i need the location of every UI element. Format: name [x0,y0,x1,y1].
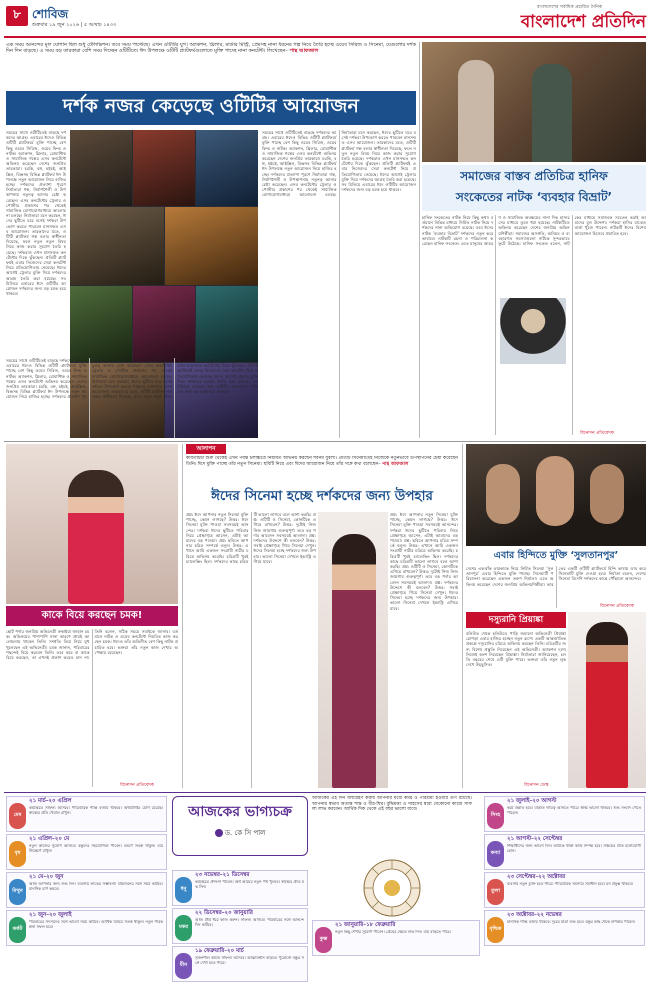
zodiac-sign-icon: কর্কট [9,917,26,943]
interview-headline: ঈদের সিনেমা হচ্ছে দর্শকদের জন্য উপহার [211,488,433,504]
hanif-sanket-portrait [498,296,568,366]
teaser-author: পান্থ আফজাল [382,461,409,467]
zodiac-dates: ২১ মে–২০ জুন [29,874,64,880]
zodiac-sign-icon: সিংহ [487,803,504,829]
teaser-label: আলাপন [186,444,226,454]
bubly-photo [318,512,388,788]
zodiac-dates: ২৩ সেপ্টেম্বর–২২ অক্টোবর [507,874,566,880]
zodiac-box [484,872,645,908]
zodiac-box [172,908,308,944]
divider-horoscope [4,792,646,793]
chomok-headline-banner [6,606,178,626]
zodiac-dates: ২১ এপ্রিল–২০ মে [29,836,70,842]
drama-photo [422,42,646,162]
zodiac-sign-icon: মকর [175,915,192,941]
chomok-photo [6,444,178,604]
interview-body-left: প্রশ্ন: ঈদে আপনার নতুন সিনেমা মুক্তি পাচ্ছে, কেমন লাগছে? উত্তর: ঈদে সিনেমা মুক্তি পাওয়া সবসময়ই আনন্দের। দর্শকরা ঈদের ছুটিতে পরিবার নিয়ে প্রেক্ষাগৃহে আসেন, এটাই আমাদের বড় পাওয়া। প্রশ্ন: ছবিতে আপনার চরিত্র সম্পর্কে বলুন। উত্তর: এখানে আমি একজন সংগ্রামী নারীর চরিত্রে অভিনয় করেছি। চরিত্রটি খুবই চ্যালেঞ্জিং ছিল। দর্শকদের কাছে চরিত্রটি ভালো লাগবে বলে আশা করছি। প্রশ্ন: ওটিটি ও সিনেমা, কোনটিকে এগিয়ে রাখবেন? উত্তর: দুটোই নিজ নিজ জায়গায় গুরুত্বপূর্ণ। তবে বড় পর্দার আবেদন সবসময়ই আলাদা। প্রশ্ন: দর্শকদের উদ্দেশে কী বলবেন? উত্তর: সবাই প্রেক্ষাগৃহে গিয়ে সিনেমা দেখুন। ঈদের সিনেমা হচ্ছে দর্শকদের জন্য উপহার। ভালো সিনেমা দেখলে ইন্ডাস্ট্রি এগিয়ে যাবে। [186,512,316,564]
priyanka-headline-banner [466,612,566,628]
priyanka-figure [586,622,628,788]
horoscope-intro: আজকের এই দিন জন্মগ্রহণ করায় আপনার মধ্যে কর্মঠ ও পরিশ্রমী হওয়ার গুণ রয়েছে। আপনার স্বভাব অত্যন্ত শান্ত ও ধীর-স্থির। বুদ্ধিমত্তা ও সাহসের দ্বারা যেকোনো কাজে সাফল্য লাভ করবেন। আর্থিক দিক থেকে এই বছর ভালো যাবে। [312,796,472,813]
divider-vertical-right [462,444,463,788]
priyanka-headline: দস্যুরানি প্রিয়াঙ্কা [488,615,544,625]
zodiac-text: আজ ধৈর্য ধরে কাজ করুন। সাফল্য আসবে। পরিবারের সঙ্গে আনন্দে দিন কাটবে। [195,918,304,927]
zodiac-dates: ২৩ অক্টোবর–২২ নভেম্বর [507,912,562,918]
chomok-headline: কাকে বিয়ে করছেন চমক! [41,609,143,621]
intro-author: পান্থ আফজাল [289,48,319,54]
zodiac-box [6,910,167,946]
chomok-figure [68,470,124,604]
drama-body: হানিফ সংকেতের নাটক নিয়ে কিছু কথা। বর্তমানে বিভিন্ন মাধ্যমে নির্মিত নাটক নিয়ে দর্শকদের নানা অভিযোগ রয়েছে। তবে ঈদের নাটক ‘ব্যবহার বিভ্রাট’ দর্শকদের নতুন করে ভাবাবে। নাটকটি রচনা ও পরিচালনা করেছেন হানিফ সংকেত। এতে মানুষের আচরণ ও সামাজিক অবক্ষয়ের নানা দিক হাস্যরসের মাধ্যমে তুলে ধরা হয়েছে। নাটকটিতে অভিনয় করেছেন দেশের জনপ্রিয় অভিনয়শিল্পীরা। সমাজের অসঙ্গতি, অনিয়ম ও ব্যবহারগত সমস্যাগুলো নাটকে সুন্দরভাবে ফুটে উঠেছে। হানিফ সংকেত বলেন, নাটকের মাধ্যমে সমাজকে সচেতন করাই আমাদের মূল উদ্দেশ্য। দর্শকরা হাসির মাঝেও বার্তা খুঁজে পাবেন। নাটকটি ঈদের বিশেষ আয়োজন হিসেবে প্রচারিত হবে। [422,215,646,247]
zodiac-text: আজ আপনার জন্য শুভ দিন। ব্যবসায় লাভের সম্ভাবনা। প্রিয়জনের সঙ্গে সময় কাটবে। মানসিক চাপ কমবে। [29,882,163,891]
drama-headline-line-1: সমাজের বাস্তব প্রতিচিত্র হানিফ [460,169,608,183]
masthead [478,4,646,34]
zodiac-box [6,872,167,908]
teaser-text: কবিতাচর্চা শুরু থেকেই এখন পর্যন্ত চলচ্চিত্রে নিয়মিত অভিনয় করছেন শবনম বুবলী। প্রতিটি সিনেমাতেই নিজেকে নতুনভাবে উপস্থাপনের চেষ্টা করেছেন তিনি। ঈদে মুক্তি পাচ্ছে তাঁর নতুন সিনেমা। ছবিটি নিয়ে এবং ঈদের আয়োজন নিয়ে তাঁর সঙ্গে কথা বলেছেন– পান্থ আফজাল [186,456,458,467]
chomok-byline: বিনোদন প্রতিবেদক [120,783,154,788]
zodiac-box [6,834,167,870]
priyanka-photo [568,612,646,788]
poster-8 [196,286,258,362]
lead-story-cols-bottom: সময়ের সাথে ওটিটিতেই বাড়ছে দর্শকদের আগ্রহ। এবারের ঈদেও বিভিন্ন ওটিটি প্ল্যাটফর্মে মুক্তি পাচ্ছে বেশ কিছু ওয়েব সিরিজ, ওয়েব ফিল্ম ও নাটক। অ্যাকশন, থ্রিলার, রোমান্টিক ও সামাজিক গল্পের এসব কনটেন্টে অভিনয় করেছেন দেশের জনপ্রিয় তারকারা। চরকি, বঙ্গ, হইচই, আইস্ক্রিন, বিঞ্জসহ বিভিন্ন প্ল্যাটফর্ম ঈদ উপলক্ষে নতুন আয়োজন নিয়ে হাজির হচ্ছে। দর্শকদের প্রত্যাশা পূরণে নির্মাতারা গল্প, নির্মাণশৈলী ও উপস্থাপনায় নতুনত্ব আনার চেষ্টা করেছেন। এসব কনটেন্টের ট্রেলার ও পোস্টার প্রকাশের পর থেকেই সামাজিক যোগাযোগমাধ্যমে আলোচনা চলছে। নির্মাতারা মনে করছেন, ঈদের ছুটিতে ঘরে বসেই দর্শকরা উপভোগ করতে পারবেন মানসম্মত এসব আয়োজন। তারকাদের মতে, ওটিটি প্ল্যাটফর্ম গল্প বলার স্বাধীনতা দিয়েছে, ফলে নতুন নতুন বিষয় নিয়ে কাজ করার সুযোগ তৈরি হয়েছে। দর্শকরাও এখন মানসম্মত কনটেন্টের দিকে ঝুঁকছেন। প্রতিটি প্ল্যাটফর্মই এবার নিজেদের সেরা কনটেন্ট নিয়ে প্রতিযোগিতায় নেমেছে। ঈদের আগেই ট্রেলার মুক্তি দিয়ে দর্শকদের আগ্রহ তৈরি করা হয়েছে। সব মিলিয়ে এবারের ঈদে ওটিটির আয়োজন দর্শকদের জন্য বড় চমক হয়ে থাকবে। [6,358,258,400]
zodiac-box [172,870,308,906]
zodiac-box [484,910,645,946]
zodiac-dates: ২২ ডিসেম্বর–২০ জানুয়ারি [195,910,253,916]
sultanpur-face-3 [590,464,624,524]
date-line: শুক্রবার ১৯ জুন ২০২৬ | ৫ আষাঢ় ১৪৩৩ [32,22,117,28]
poster-4 [70,207,164,285]
zodiac-sign-icon: মেষ [9,803,26,829]
lead-story-cols-right: সময়ের সাথে ওটিটিতেই বাড়ছে দর্শকদের আগ্রহ। এবারের ঈদেও বিভিন্ন ওটিটি প্ল্যাটফর্মে মুক্তি পাচ্ছে বেশ কিছু ওয়েব সিরিজ, ওয়েব ফিল্ম ও নাটক। অ্যাকশন, থ্রিলার, রোমান্টিক ও সামাজিক গল্পের এসব কনটেন্টে অভিনয় করেছেন দেশের জনপ্রিয় তারকারা। চরকি, বঙ্গ, হইচই, আইস্ক্রিন, বিঞ্জসহ বিভিন্ন প্ল্যাটফর্ম ঈদ উপলক্ষে নতুন আয়োজন নিয়ে হাজির হচ্ছে। দর্শকদের প্রত্যাশা পূরণে নির্মাতারা গল্প, নির্মাণশৈলী ও উপস্থাপনায় নতুনত্ব আনার চেষ্টা করেছেন। এসব কনটেন্টের ট্রেলার ও পোস্টার প্রকাশের পর থেকেই সামাজিক যোগাযোগমাধ্যমে আলোচনা চলছে। নির্মাতারা মনে করছেন, ঈদের ছুটিতে ঘরে বসেই দর্শকরা উপভোগ করতে পারবেন মানসম্মত এসব আয়োজন। তারকাদের মতে, ওটিটি প্ল্যাটফর্ম গল্প বলার স্বাধীনতা দিয়েছে, ফলে নতুন নতুন বিষয় নিয়ে কাজ করার সুযোগ তৈরি হয়েছে। দর্শকরাও এখন মানসম্মত কনটেন্টের দিকে ঝুঁকছেন। প্রতিটি প্ল্যাটফর্মই এবার নিজেদের সেরা কনটেন্ট নিয়ে প্রতিযোগিতায় নেমেছে। ঈদের আগেই ট্রেলার মুক্তি দিয়ে দর্শকদের আগ্রহ তৈরি করা হয়েছে। সব মিলিয়ে এবারের ঈদে ওটিটির আয়োজন দর্শকদের জন্য বড় চমক হয়ে থাকবে। [262,130,416,198]
interview-body-right: প্রশ্ন: ঈদে আপনার নতুন সিনেমা মুক্তি পাচ্ছে, কেমন লাগছে? উত্তর: ঈদে সিনেমা মুক্তি পাওয়া সবসময়ই আনন্দের। দর্শকরা ঈদের ছুটিতে পরিবার নিয়ে প্রেক্ষাগৃহে আসেন, এটাই আমাদের বড় পাওয়া। প্রশ্ন: ছবিতে আপনার চরিত্র সম্পর্কে বলুন। উত্তর: এখানে আমি একজন সংগ্রামী নারীর চরিত্রে অভিনয় করেছি। চরিত্রটি খুবই চ্যালেঞ্জিং ছিল। দর্শকদের কাছে চরিত্রটি ভালো লাগবে বলে আশা করছি। প্রশ্ন: ওটিটি ও সিনেমা, কোনটিকে এগিয়ে রাখবেন? উত্তর: দুটোই নিজ নিজ জায়গায় গুরুত্বপূর্ণ। তবে বড় পর্দার আবেদন সবসময়ই আলাদা। প্রশ্ন: দর্শকদের উদ্দেশে কী বলবেন? উত্তর: সবাই প্রেক্ষাগৃহে গিয়ে সিনেমা দেখুন। ঈদের সিনেমা হচ্ছে দর্শকদের জন্য উপহার। ভালো সিনেমা দেখলে ইন্ডাস্ট্রি এগিয়ে যাবে। [390,512,458,611]
zodiac-text: মানসিক শান্তি বজায় থাকবে। দূরের যাত্রা শুভ হবে। বন্ধুর কাছ থেকে উপকার পাবেন। [507,920,636,924]
masthead-title: বাংলাদেশ প্রতিদিন [520,12,646,32]
masthead-tagline: বাংলাদেশের সর্বাধিক প্রচারিত দৈনিক [536,5,602,10]
poster-1 [70,130,132,206]
sultanpur-face-1 [486,464,520,524]
lead-headline-banner [6,91,416,125]
zodiac-dates: ২১ জুন–২০ জুলাই [29,912,72,918]
horoscope-author-icon [215,829,223,837]
zodiac-dates: ২৩ নভেম্বর–২১ ডিসেম্বর [195,872,250,878]
zodiac-sign-icon: তুলা [487,879,504,905]
poster-2 [133,130,195,206]
header-rule [4,36,646,38]
drama-headline-line-2: সংকেতের নাটক ‘ব্যবহার বিভ্রাট’ [455,190,613,204]
zodiac-sign-icon: বৃশ্চিক [487,917,504,943]
divider-vertical-left [182,444,183,788]
zodiac-sign-icon: মীন [175,953,192,979]
horoscope-title-box [172,796,308,856]
zodiac-dates: ২১ আগস্ট–২২ সেপ্টেম্বর [507,836,563,842]
sultanpur-headline: এবার হিন্দিতে মুক্তি ‘সুলতানপুর’ [493,550,619,561]
zodiac-sign-icon: মিথুন [9,879,26,905]
page-number-box [6,6,28,26]
section-title: শোবিজ [32,7,69,21]
zodiac-text: সৃজনশীল কাজে সাফল্য আসবে। আত্মবিশ্বাস বাড়বে। পুরোনো বন্ধুর সঙ্গে দেখা হতে পারে। [195,956,304,965]
page-number: ৮ [13,7,21,21]
poster-7 [133,286,195,362]
lead-headline: দর্শক নজর কেড়েছে ওটিটির আয়োজন [62,95,360,117]
zodiac-text: কর্মে উন্নতি হবে। বাড়তি দায়িত্ব আসতে পারে। স্বাস্থ্য ভালো থাকবে। শুভ সংবাদ পেতে পারেন। [507,806,641,815]
zodiac-text: পরিবারের সদস্যদের সঙ্গে ভালো সময় কাটবে। আর্থিক বিষয়ে সতর্ক থাকুন। নতুন পরিকল্পনা সফল হবে। [29,920,163,929]
horoscope-author: ড. কে সি পাল [173,827,307,839]
sultanpur-body: দেশের একঝাঁক তারকাকে নিয়ে নির্মিত সিনেমা ‘সুলতানপুর’ এবার হিন্দিতে মুক্তি পাচ্ছে। সিনেমাটি পরিচালনা করেছেন একজন তরুণ নির্মাতা। এতে অভিনয় করেছেন দেশের জনপ্রিয় অভিনয়শিল্পীরা। ভারতের একটি ওটিটি প্ল্যাটফর্মে হিন্দি ভাষায় ডাব করে সিনেমাটি মুক্তি দেওয়া হবে। নির্মাতা বলেন, দেশের সিনেমা বিদেশি দর্শকদের কাছে পৌঁছানো আনন্দের। [466,566,646,587]
zodiac-sign-icon: কন্যা [487,841,504,867]
zodiac-text: নতুন কাজের সুযোগ আসবে। বন্ধুদের সহযোগিতা পাবেন। ভ্রমণে সতর্ক থাকুন। ব্যয় নিয়ন্ত্রণে রাখুন। [29,844,163,853]
intro-paragraph: এক সময় আনন্দের মূল যোগান ছিল শুধু টেলিভিশন। তবে সময় পাল্টেছে। এখন ওটিটির যুগ। অ্যাকশন, থ্রিলার, মার্ডার মিস্ট্রি, প্রেমসহ নানা ধরনের গল্প নিয়ে তৈরি হচ্ছে ওয়েব সিরিজ ও সিনেমা, যেগুলোর দর্শক দিন দিন বাড়ছে। এ সময় বড় তারকারা বেশি সময় দিচ্ছেন ওটিটিতে। ঈদ উপলক্ষে ওটিটি প্ল্যাটফর্মগুলোতে মুক্তি পাচ্ছে নানা কনটেন্ট। লিখেছেন– পান্থ আফজাল [6,42,416,54]
drama-headline [422,165,646,211]
zodiac-dates: ২১ জানুয়ারি–১৮ ফেব্রুয়ারি [335,922,396,928]
drama-photo-person-1 [458,60,494,162]
zodiac-wheel [352,858,432,918]
poster-5 [165,207,258,285]
zodiac-box [484,796,645,832]
zodiac-text: কর্মক্ষেত্রে প্রশংসা পাবেন। অর্থ আয়ের নতুন পথ খুলবে। স্বাস্থ্যের প্রতি যত্ন নিন। [195,880,304,889]
zodiac-dates: ২১ মার্চ–২০ এপ্রিল [29,798,72,804]
zodiac-sign-icon: বৃষ [9,841,26,867]
zodiac-text: কর্মক্ষেত্রে সাফল্য আসবে। পারিবারিক শান্তি বজায় থাকবে। অর্থপ্রাপ্তির যোগ রয়েছে। স্বাস্থ্যের প্রতি খেয়াল রাখুন। [29,806,163,815]
divider-vertical-top [419,42,420,438]
sultanpur-face-2 [536,456,574,526]
zodiac-box [312,920,480,956]
poster-6 [70,286,132,362]
zodiac-text: নতুন কিছু শেখার সুযোগ পাবেন। প্রেমের ক্ষেত্রে শুভ দিন। ব্যয় বাড়তে পারে। [335,930,451,934]
priyanka-body: বলিউড থেকে হলিউডে পাড়ি জমানো অভিনেত্রী প্রিয়াঙ্কা চোপড়া এবার হাজির হচ্ছেন নতুন রূপে। একটি আন্তর্জাতিক প্রকল্পে দস্যুরানির চরিত্রে অভিনয় করছেন তিনি। চরিত্রটির জন্য বিশেষ প্রস্তুতি নিয়েছেন এই অভিনেত্রী। অ্যাকশন দৃশ্যে নিজেই অংশ নিয়েছেন প্রিয়াঙ্কা। নির্মাতারা জানিয়েছেন, চলতি বছরের শেষে এটি মুক্তি পাবে। ভক্তরা তাঁর নতুন লুক দেখে উচ্ছ্বসিত। [466,631,566,668]
zodiac-sign-icon: কুম্ভ [315,927,332,953]
zodiac-dates: ১৯ ফেব্রুয়ারি–২০ মার্চ [195,948,244,954]
horoscope-title: আজকের ভাগ্যচক্র [188,804,292,820]
sultanpur-byline: বিনোদন প্রতিবেদক [600,604,634,609]
priyanka-byline: বিনোদন ডেস্ক [524,783,549,788]
drama-photo-person-2 [532,64,572,162]
zodiac-sign-icon: ধনু [175,877,192,903]
zodiac-wheel-icon [352,858,432,918]
chomok-body: ছোট পর্দার জনপ্রিয় অভিনেত্রী রুকাইয়া জাহান চমক। অভিনয়ের পাশাপাশি নানা কারণে প্রায়ই আলোচনায় থাকেন তিনি। সম্প্রতি বিয়ে নিয়ে মুখ খুলেছেন এই অভিনেত্রী। চমক জানান, পরিবারের পছন্দেই বিয়ে করবেন তিনি। তবে কবে বা কাকে বিয়ে করছেন, তা এখনই প্রকাশ করতে চান না। তিনি বলেন, সঠিক সময়ে সবাইকে জানাব। বর্তমানে নাটক ও ওয়েব কনটেন্টে নিয়মিত কাজ করছেন চমক। ঈদেও তাঁর অভিনীত বেশ কিছু নাটক প্রচারিত হবে। ভক্তরা তাঁর নতুন কাজ দেখার অপেক্ষায় রয়েছেন। [6,629,178,661]
zodiac-box [172,946,308,982]
zodiac-text: শিক্ষার্থীদের জন্য ভালো দিন। আটকে থাকা কাজ সম্পন্ন হবে। সঞ্চয়ের প্রতি মনোযোগী হোন। [507,844,641,853]
zodiac-text: ব্যবসায় নতুন চুক্তি হতে পারে। পারিবারিক সমস্যার সমাধান হবে। মন প্রফুল্ল থাকবে। [507,882,634,886]
divider-mid [4,441,646,442]
sultanpur-poster [466,444,646,546]
poster-3 [196,130,258,206]
bubly-figure [332,534,376,788]
zodiac-dates: ২১ জুলাই–২০ আগস্ট [507,798,557,804]
lead-story-col-1: সময়ের সাথে ওটিটিতেই বাড়ছে দর্শকদের আগ্রহ। এবারের ঈদেও বিভিন্ন ওটিটি প্ল্যাটফর্মে মুক্তি পাচ্ছে বেশ কিছু ওয়েব সিরিজ, ওয়েব ফিল্ম ও নাটক। অ্যাকশন, থ্রিলার, রোমান্টিক ও সামাজিক গল্পের এসব কনটেন্টে অভিনয় করেছেন দেশের জনপ্রিয় তারকারা। চরকি, বঙ্গ, হইচই, আইস্ক্রিন, বিঞ্জসহ বিভিন্ন প্ল্যাটফর্ম ঈদ উপলক্ষে নতুন আয়োজন নিয়ে হাজির হচ্ছে। দর্শকদের প্রত্যাশা পূরণে নির্মাতারা গল্প, নির্মাণশৈলী ও উপস্থাপনায় নতুনত্ব আনার চেষ্টা করেছেন। এসব কনটেন্টের ট্রেলার ও পোস্টার প্রকাশের পর থেকেই সামাজিক যোগাযোগমাধ্যমে আলোচনা চলছে। নির্মাতারা মনে করছেন, ঈদের ছুটিতে ঘরে বসেই দর্শকরা উপভোগ করতে পারবেন মানসম্মত এসব আয়োজন। তারকাদের মতে, ওটিটি প্ল্যাটফর্ম গল্প বলার স্বাধীনতা দিয়েছে, ফলে নতুন নতুন বিষয় নিয়ে কাজ করার সুযোগ তৈরি হয়েছে। দর্শকরাও এখন মানসম্মত কনটেন্টের দিকে ঝুঁকছেন। প্রতিটি প্ল্যাটফর্মই এবার নিজেদের সেরা কনটেন্ট নিয়ে প্রতিযোগিতায় নেমেছে। ঈদের আগেই ট্রেলার মুক্তি দিয়ে দর্শকদের আগ্রহ তৈরি করা হয়েছে। সব মিলিয়ে এবারের ঈদে ওটিটির আয়োজন দর্শকদের জন্য বড় চমক হয়ে থাকবে। [6,130,66,297]
zodiac-box [484,834,645,870]
drama-byline: বিনোদন প্রতিবেদক [580,431,614,436]
zodiac-box [6,796,167,832]
